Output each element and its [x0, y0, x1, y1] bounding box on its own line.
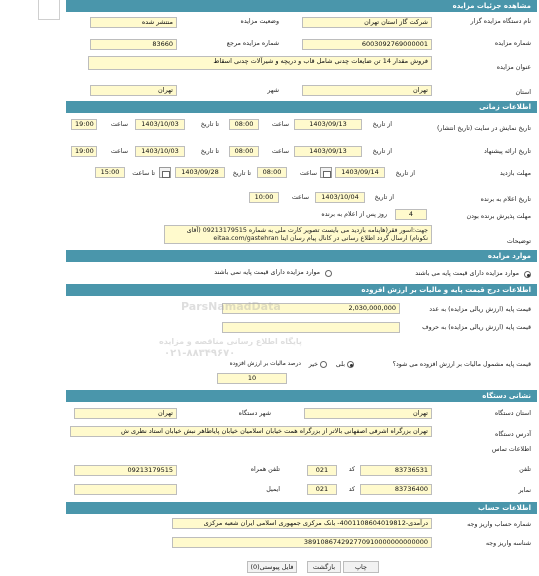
visit-from-calendar-icon[interactable] — [320, 167, 332, 178]
no-base-price-option: موارد مزایده دارای قیمت پایه نمی باشند — [214, 269, 320, 276]
org-address-field: تهران بزرگراه اشرفی اصفهانی بالاتر از بزرگراه همت خیابان اسلامیان خیابان پایاطاهر نبش خیابان استاد نظری ش — [70, 426, 432, 437]
publish-from-hour-label: ساعت — [271, 121, 289, 128]
province-field: تهران — [302, 85, 432, 96]
visit-to-label: تا تاریخ — [232, 170, 251, 177]
city-field: تهران — [90, 85, 177, 96]
fax-code-field: 021 — [307, 484, 337, 495]
title-field: فروش مقدار 14 تن ضایعات چدنی شامل قاب و دریچه و شیرآلات چدنی اسقاط — [88, 56, 432, 70]
status-field: منتشر شده — [90, 17, 177, 28]
org-address-label: آدرس دستگاه — [495, 431, 531, 438]
offer-label: تاریخ ارائه پیشنهاد — [484, 148, 531, 155]
mobile-field: 09213179515 — [74, 465, 177, 476]
vat-no-radio[interactable] — [320, 361, 327, 368]
announce-from-label: از تاریخ — [374, 194, 394, 201]
base-price-words-label: قیمت پایه (ارزش ریالی مزایده) به حروف — [422, 324, 531, 331]
ref-no-field: 83660 — [90, 39, 177, 50]
org-city-field: تهران — [74, 408, 177, 419]
visit-from-hour-label: ساعت — [299, 170, 317, 177]
watermark-line1: پایگاه اطلاع رسانی مناقصه و مزایده — [159, 337, 302, 346]
org-province-label: استان دستگاه — [494, 410, 531, 417]
visit-from-label: از تاریخ — [395, 170, 415, 177]
visit-from-date: 1403/09/14 — [335, 167, 385, 178]
visit-label: مهلت بازدید — [499, 170, 531, 177]
vat-yes-radio[interactable] — [347, 361, 354, 368]
base-price-radio[interactable] — [524, 271, 531, 278]
email-field — [74, 484, 177, 495]
title-label: عنوان مزایده — [496, 64, 531, 71]
announce-date: 1403/10/04 — [315, 192, 365, 203]
acceptance-suffix: روز پس از اعلام به برنده — [321, 211, 387, 218]
offer-to-label: تا تاریخ — [200, 148, 219, 155]
fax-label: نمابر — [518, 487, 531, 494]
ref-no-label: شماره مزایده مرجع — [226, 40, 279, 47]
base-price-option: موارد مزایده دارای قیمت پایه می باشند — [415, 270, 519, 277]
price-header: اطلاعات درج قیمت پایه و مالیات بر ارزش افزوده — [66, 284, 537, 296]
base-price-label: قیمت پایه (ارزش ریالی مزایده) به عدد — [429, 306, 531, 313]
account-number-field: درآمدی-4001108604019812- بانک مرکزی جمهوری اسلامی ایران شعبه مرکزی — [172, 518, 432, 529]
publish-from-label: از تاریخ — [372, 121, 392, 128]
org-province-field: تهران — [304, 408, 432, 419]
visit-to-date: 1403/09/28 — [175, 167, 225, 178]
email-label: ایمیل — [266, 486, 280, 493]
offer-to-time: 19:00 — [71, 146, 97, 157]
phone-label: تلفن — [519, 466, 531, 473]
vat-question: قیمت پایه مشمول مالیات بر ارزش افزوده می شود؟ — [392, 361, 531, 368]
vat-no-label: خیر — [308, 361, 318, 368]
time-header: اطلاعات زمانی — [66, 101, 537, 113]
print-button[interactable]: چاپ — [343, 561, 379, 573]
offer-to-date: 1403/10/03 — [135, 146, 185, 157]
auction-no-label: شماره مزایده — [494, 40, 531, 47]
notes-field: جهت:اسور فقر(هاپنامه بازدید می بایست تصویر کارت ملی به شماره 09213179515 (آقای نکونام) ارسال گردد اطلاع رسانی در کانال پیام رسان ایتا eitaa.com/gastehran — [164, 225, 432, 244]
publish-label: تاریخ نمایش در سایت (تاریخ انتشار) — [436, 125, 531, 132]
organizer-label: نام دستگاه مزایده گزار — [470, 18, 531, 25]
organizer-field: شرکت گاز استان تهران — [302, 17, 432, 28]
vat-yes-label: بلی — [335, 361, 345, 368]
publish-to-label: تا تاریخ — [200, 121, 219, 128]
announce-time: 10:00 — [249, 192, 279, 203]
visit-to-time: 15:00 — [95, 167, 125, 178]
acceptance-days: 4 — [395, 209, 427, 220]
status-label: وضعیت مزایده — [240, 18, 279, 25]
publish-to-time: 19:00 — [71, 119, 97, 130]
offer-from-label: از تاریخ — [372, 148, 392, 155]
back-button[interactable]: بازگشت — [307, 561, 341, 573]
visit-from-time: 08:00 — [257, 167, 287, 178]
watermark-site: ParsNamadData — [181, 300, 281, 313]
base-price-words-field — [222, 322, 400, 333]
offer-from-date: 1403/09/13 — [294, 146, 362, 157]
acceptance-label: مهلت پذیرش برنده بودن — [466, 213, 531, 220]
attachment-button[interactable]: فایل پیوستی(0) — [247, 561, 297, 573]
phone-code-label: کد — [348, 466, 355, 473]
publish-to-date: 1403/10/03 — [135, 119, 185, 130]
phone-code-field: 021 — [307, 465, 337, 476]
fax-code-label: کد — [348, 486, 355, 493]
publish-from-time: 08:00 — [229, 119, 259, 130]
phone-field: 83736531 — [360, 465, 432, 476]
account-id-label: شناسه واریز وجه — [485, 540, 531, 547]
publish-from-date: 1403/09/13 — [294, 119, 362, 130]
province-label: استان — [515, 89, 531, 96]
corner-box — [38, 0, 60, 20]
vat-percent-label: درصد مالیات بر ارزش افزوده — [229, 361, 301, 367]
auction-no-field: 6003092769000001 — [302, 39, 432, 50]
account-id-field: 389108674292770910000000000000 — [172, 537, 432, 548]
contact-label: اطلاعات تماس — [491, 446, 531, 453]
offer-from-hour-label: ساعت — [271, 148, 289, 155]
notes-label: توضیحات — [506, 238, 531, 245]
watermark-phone: ۰۲۱-۸۸۳۴۹۶۷۰ — [164, 348, 236, 359]
vat-percent-field: 10 — [217, 373, 287, 384]
account-header: اطلاعات حساب — [66, 502, 537, 514]
org-city-label: شهر دستگاه — [238, 410, 271, 417]
publish-to-hour-label: ساعت — [110, 121, 128, 128]
offer-to-hour-label: ساعت — [110, 148, 128, 155]
mobile-label: تلفن همراه — [250, 466, 280, 473]
visit-to-hour-label: تا ساعت — [132, 170, 155, 177]
city-label: شهر — [267, 87, 279, 94]
org-header: نشانی دستگاه — [66, 390, 537, 402]
no-base-price-radio[interactable] — [325, 270, 332, 277]
account-number-label: شماره حساب واریز وجه — [467, 521, 531, 528]
announce-hour-label: ساعت — [291, 194, 309, 201]
fax-field: 83736400 — [360, 484, 432, 495]
base-price-field: 2,030,000,000 — [222, 303, 400, 314]
items-header: موارد مزایده — [66, 250, 537, 262]
announce-label: تاریخ اعلام به برنده — [480, 196, 531, 203]
visit-to-calendar-icon[interactable] — [159, 167, 171, 178]
details-header: مشاهده جزئیات مزایده — [66, 0, 537, 12]
offer-from-time: 08:00 — [229, 146, 259, 157]
